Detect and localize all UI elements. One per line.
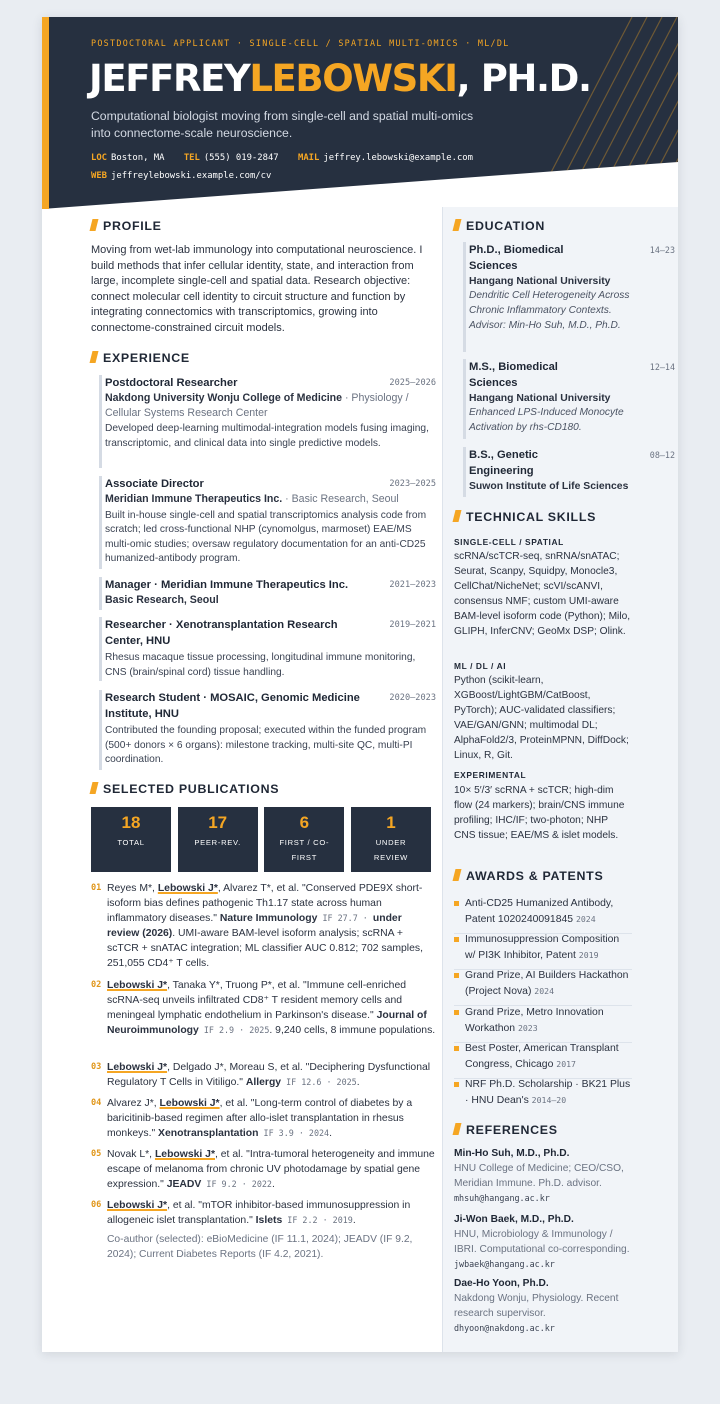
publication-number: 04: [91, 1098, 102, 1108]
stat-card: [91, 807, 171, 872]
reference-email[interactable]: dhyoon@nakdong.ac.kr: [454, 1323, 555, 1333]
publication-citation: Novak L*, Lebowski J*, et al. "Intra-tumoral heterogeneity and immune escape of melanoma from chronic UV photodamage by spatial gene expression." JEADV IF 9.2 · 2022.: [107, 1149, 435, 1191]
experience-item: [99, 476, 436, 569]
education-date: 12–14: [649, 362, 675, 372]
publication-citation: Reyes M*, Lebowski J*, Alvarez T*, et al. "Conserved PDE9X short-isoform bias defines pathogenic Th1.17 state across human inflammatory diseases." Nature Immunology IF 27.7 · under review (2026). UMI-aware BAM-level isoform analysis; scRNA + scTCR + snATAC integration; ML classifier AUC 0.812; 702 samples, 251,055 CD4⁺ T cells.: [107, 883, 423, 970]
name-suffix: , PH.D.: [456, 57, 591, 100]
publication-item: [91, 1060, 436, 1090]
experience-item: [99, 577, 436, 610]
header-tagline: Computational biologist moving from single-cell and spatial multi-omics into connectome-scale neuroscience.: [91, 109, 474, 140]
bullet-icon: [454, 1046, 459, 1051]
experience-date: 2025–2026: [389, 378, 436, 388]
education-item: [463, 359, 675, 439]
experience-date: 2020–2023: [389, 693, 436, 703]
stat-value: 6: [299, 813, 310, 832]
contact-website[interactable]: WEB jeffreylebowski.example.com/cv: [91, 171, 272, 181]
publication-number: 03: [91, 1062, 102, 1072]
award-item: Grand Prize, Metro Innovation Workathon 2023: [454, 1006, 632, 1043]
award-item: Best Poster, American Transplant Congress, Chicago 2017: [454, 1042, 632, 1079]
experience-date: 2019–2021: [389, 620, 436, 630]
experience-role: Research Student · MOSAIC, Genomic Medicine Institute, HNU: [105, 692, 360, 720]
profile-text: Moving from wet-lab immunology into computational neuroscience. I build methods that infer cellular identity, state, and interaction from large, incomplete single-cell and spatial data. Research objective: connect molecular cell identity to circuit structure and function by integrating connectomics with transcriptomics, growing into connectome-constrained circuit models.: [91, 244, 423, 334]
section-title-education: EDUCATION: [454, 219, 545, 233]
impact-factor: IF 2.2 · 2019: [282, 1215, 353, 1226]
bullet-icon: [454, 937, 459, 942]
section-title-publications: SELECTED PUBLICATIONS: [91, 782, 279, 796]
publication-item: [91, 1147, 436, 1192]
stat-label: FIRST / CO-FIRST: [279, 838, 330, 862]
experience-desc: Contributed the founding proposal; executed within the funded program (500+ donors × 6 organs): milestone tracking, multi-site QC, multi-PI coordination.: [105, 725, 427, 766]
journal-name: JEADV: [166, 1179, 202, 1191]
experience-org: Meridian Immune Therapeutics Inc. · Basic Research, Seoul: [105, 493, 399, 505]
experience-date: 2023–2025: [389, 479, 436, 489]
publication-item: [91, 1198, 436, 1228]
section-title-references: REFERENCES: [454, 1123, 558, 1137]
publication-stats: [91, 807, 431, 872]
education-degree: M.S., Biomedical Sciences: [469, 361, 558, 389]
publication-item: [91, 978, 436, 1038]
reference-name: Ji-Won Baek, M.D., Ph.D.: [454, 1214, 574, 1225]
reference-item: [454, 1276, 634, 1335]
experience-desc: Built in-house single-cell and spatial transcriptomics analysis code from scratch; led cross-functional NHP (cynomolgus, marmoset) EAE/MS multi-omic studies; oversaw regulatory documentation for an anti-CD25 humanized-antibody program.: [105, 509, 427, 565]
publication-item: [91, 1096, 436, 1141]
impact-factor: IF 9.2 · 2022: [201, 1179, 272, 1190]
publication-number: 02: [91, 980, 102, 990]
section-title-skills: TECHNICAL SKILLS: [454, 510, 596, 524]
bullet-icon: [454, 1010, 459, 1015]
reference-name: Dae-Ho Yoon, Ph.D.: [454, 1278, 549, 1289]
education-school: Hangang National University: [469, 393, 611, 404]
reference-email[interactable]: mhsuh@hangang.ac.kr: [454, 1193, 550, 1203]
award-item: Immunosuppression Composition w/ PI3K Inhibitor, Patent 2019: [454, 933, 632, 970]
section-marker: [90, 782, 99, 794]
education-item: [463, 242, 675, 352]
first-name: JEFFREY: [89, 57, 250, 100]
stat-value: 18: [121, 813, 141, 832]
journal-name: Nature Immunology: [219, 913, 318, 925]
skill-category-label: EXPERIMENTAL: [454, 770, 527, 780]
stat-card: [178, 807, 258, 872]
education-degree: Ph.D., Biomedical Sciences: [469, 244, 564, 272]
skill-category-text: Python (scikit-learn, XGBoost/LightGBM/CatBoost, PyTorch); AUC-validated classifiers; VAE/GAN/GNN; multimodal DL; AlphaFold2/3, ProteinMPNN, DiffDock; Linux, R, Git.: [454, 675, 629, 762]
last-name: LEBOWSKI: [249, 57, 457, 100]
publication-number: 05: [91, 1149, 102, 1159]
education-degree: B.S., Genetic Engineering: [469, 449, 539, 477]
section-marker: [90, 219, 99, 231]
experience-role: Manager · Meridian Immune Therapeutics Inc.: [105, 579, 349, 591]
skill-category-text: 10× 5′/3′ scRNA + scTCR; high-dim flow (24 markers); brain/CNS immune profiling; IHC/IF; two-photon; NHP CNS tissue; EAE/MS & islet models.: [454, 785, 625, 842]
resume-page: [42, 17, 678, 1352]
bullet-icon: [454, 901, 459, 906]
impact-factor: IF 2.9 · 2025: [198, 1025, 270, 1036]
section-marker: [453, 1123, 462, 1135]
experience-desc: Developed deep-learning multimodal-integration models fusing imaging, transcriptomic, and clinical data into single predictive models.: [105, 423, 429, 449]
stat-card: [351, 807, 431, 872]
contact-location: LOC Boston, MA: [91, 153, 165, 163]
publication-citation: Lebowski J*, Tanaka Y*, Truong P*, et al. "Immune cell-enriched scRNA-seq unveils infiltrated CD8⁺ T resident memory cells and meningeal lymphatic endothelium in Parkinson's disease." Journal of Neuroimmunology IF 2.9 · 2025. 9,240 cells, 8 immune populations.: [107, 980, 436, 1037]
reference-email[interactable]: jwbaek@hangang.ac.kr: [454, 1259, 555, 1269]
reference-desc: Nakdong Wonju, Physiology. Recent research supervisor.: [454, 1293, 619, 1319]
award-item: NRF Ph.D. Scholarship · BK21 Plus · HNU Dean's 2014–20: [454, 1078, 632, 1114]
experience-desc: Rhesus macaque tissue processing, longitudinal immune monitoring, CNS (brain/spinal cord) tissue handling.: [105, 652, 416, 678]
reference-desc: HNU, Microbiology & Immunology / IBRI. Computational co-corresponding.: [454, 1229, 630, 1255]
header-eyebrow: POSTDOCTORAL APPLICANT · SINGLE-CELL / SPATIAL MULTI-OMICS · ML/DL: [91, 38, 510, 48]
award-item: Grand Prize, AI Builders Hackathon (Project Nova) 2024: [454, 969, 632, 1006]
bullet-icon: [454, 1082, 459, 1087]
stat-value: 17: [208, 813, 228, 832]
section-title-profile: PROFILE: [91, 219, 162, 233]
impact-factor: IF 27.7 ·: [317, 913, 373, 924]
stat-label: PEER-REV.: [194, 838, 241, 847]
education-note: Dendritic Cell Heterogeneity Across Chronic Inflammatory Contexts. Advisor: Min-Ho Suh, M.D., Ph.D.: [469, 290, 630, 331]
impact-factor: IF 3.9 · 2024: [258, 1128, 330, 1139]
section-marker: [453, 510, 462, 522]
stat-card: [264, 807, 344, 872]
award-item: Anti-CD25 Humanized Antibody, Patent 1020240091845 2024: [454, 897, 632, 934]
resume-header: [42, 17, 678, 209]
stat-label: TOTAL: [117, 838, 145, 847]
section-marker: [453, 869, 462, 881]
candidate-name: [89, 57, 591, 101]
section-marker: [90, 351, 99, 363]
section-marker: [453, 219, 462, 231]
education-item: [463, 447, 675, 497]
publication-number: 06: [91, 1200, 102, 1210]
experience-role: Postdoctoral Researcher: [105, 377, 238, 389]
education-date: 14–23: [649, 245, 675, 255]
reference-item: [454, 1146, 634, 1205]
stat-value: 1: [386, 813, 396, 832]
stat-label: UNDER REVIEW: [373, 838, 409, 862]
publication-citation: Alvarez J*, Lebowski J*, et al. "Long-term control of diabetes by a baricitinib-based regimen after allo-islet transplantation in rhesus monkeys." Xenotransplantation IF 3.9 · 2024.: [107, 1098, 413, 1140]
experience-role: Associate Director: [105, 478, 204, 490]
reference-item: [454, 1212, 634, 1271]
impact-factor: IF 12.6 · 2025: [281, 1077, 357, 1088]
experience-item: [99, 690, 436, 770]
skill-category-label: ML / DL / AI: [454, 661, 507, 671]
skill-category-text: scRNA/scTCR-seq, snRNA/snATAC; Seurat, Scanpy, Squidpy, Monocle3, CellChat/NicheNet; scVI/scANVI, consensus NMF; custom UMI-aware BAM-level isoform code (Python); Milo, GLIPH, InferCNV; GeoMx DSP; Olink.: [454, 551, 631, 638]
publication-citation: Lebowski J*, et al. "mTOR inhibitor-based immunosuppression in allogeneic islet transplantation." Islets IF 2.2 · 2019.: [107, 1200, 411, 1227]
publication-citation: Lebowski J*, Delgado J*, Moreau S, et al. "Deciphering Dysfunctional Regulatory T Cells in Vitiligo." Allergy IF 12.6 · 2025.: [107, 1062, 431, 1089]
education-school: Hangang National University: [469, 276, 611, 287]
header-accent-bar: [42, 17, 49, 209]
experience-org: Basic Research, Seoul: [105, 594, 219, 606]
education-date: 08–12: [649, 450, 675, 460]
experience-role: Researcher · Xenotransplantation Research Center, HNU: [105, 619, 338, 647]
contact-line-1: [91, 153, 487, 163]
skill-category-label: SINGLE-CELL / SPATIAL: [454, 537, 564, 547]
reference-desc: HNU College of Medicine; CEO/CSO, Meridian Immune. Ph.D. advisor.: [454, 1163, 624, 1189]
section-title-awards: AWARDS & PATENTS: [454, 869, 603, 883]
education-school: Suwon Institute of Life Sciences: [469, 481, 629, 492]
education-note: Enhanced LPS-Induced Monocyte Activation by rhs-CD180.: [469, 407, 624, 433]
journal-name: Islets: [255, 1215, 283, 1227]
reference-name: Min-Ho Suh, M.D., Ph.D.: [454, 1148, 570, 1159]
experience-item: [99, 617, 436, 681]
section-title-experience: EXPERIENCE: [91, 351, 190, 365]
coauthor-note: Co-author (selected): eBioMedicine (IF 11.1, 2024); JEADV (IF 9.2, 2024); Current Diabetes Reports (IF 4.2, 2021).: [107, 1234, 413, 1260]
contact-email[interactable]: MAIL jeffrey.lebowski@example.com: [298, 153, 473, 163]
bullet-icon: [454, 973, 459, 978]
experience-date: 2021–2023: [389, 580, 436, 590]
journal-name: Allergy: [245, 1077, 282, 1089]
contact-line-2: [91, 171, 285, 181]
publication-item: [91, 881, 436, 972]
experience-org: Nakdong University Wonju College of Medicine · Physiology / Cellular Systems Research Center: [105, 392, 409, 419]
journal-name: Journal of Neuroimmunology: [107, 1010, 427, 1037]
publication-number: 01: [91, 883, 102, 893]
journal-name: Xenotransplantation: [158, 1128, 259, 1140]
contact-phone[interactable]: TEL (555) 019-2847: [183, 153, 279, 163]
experience-item: [99, 375, 436, 468]
